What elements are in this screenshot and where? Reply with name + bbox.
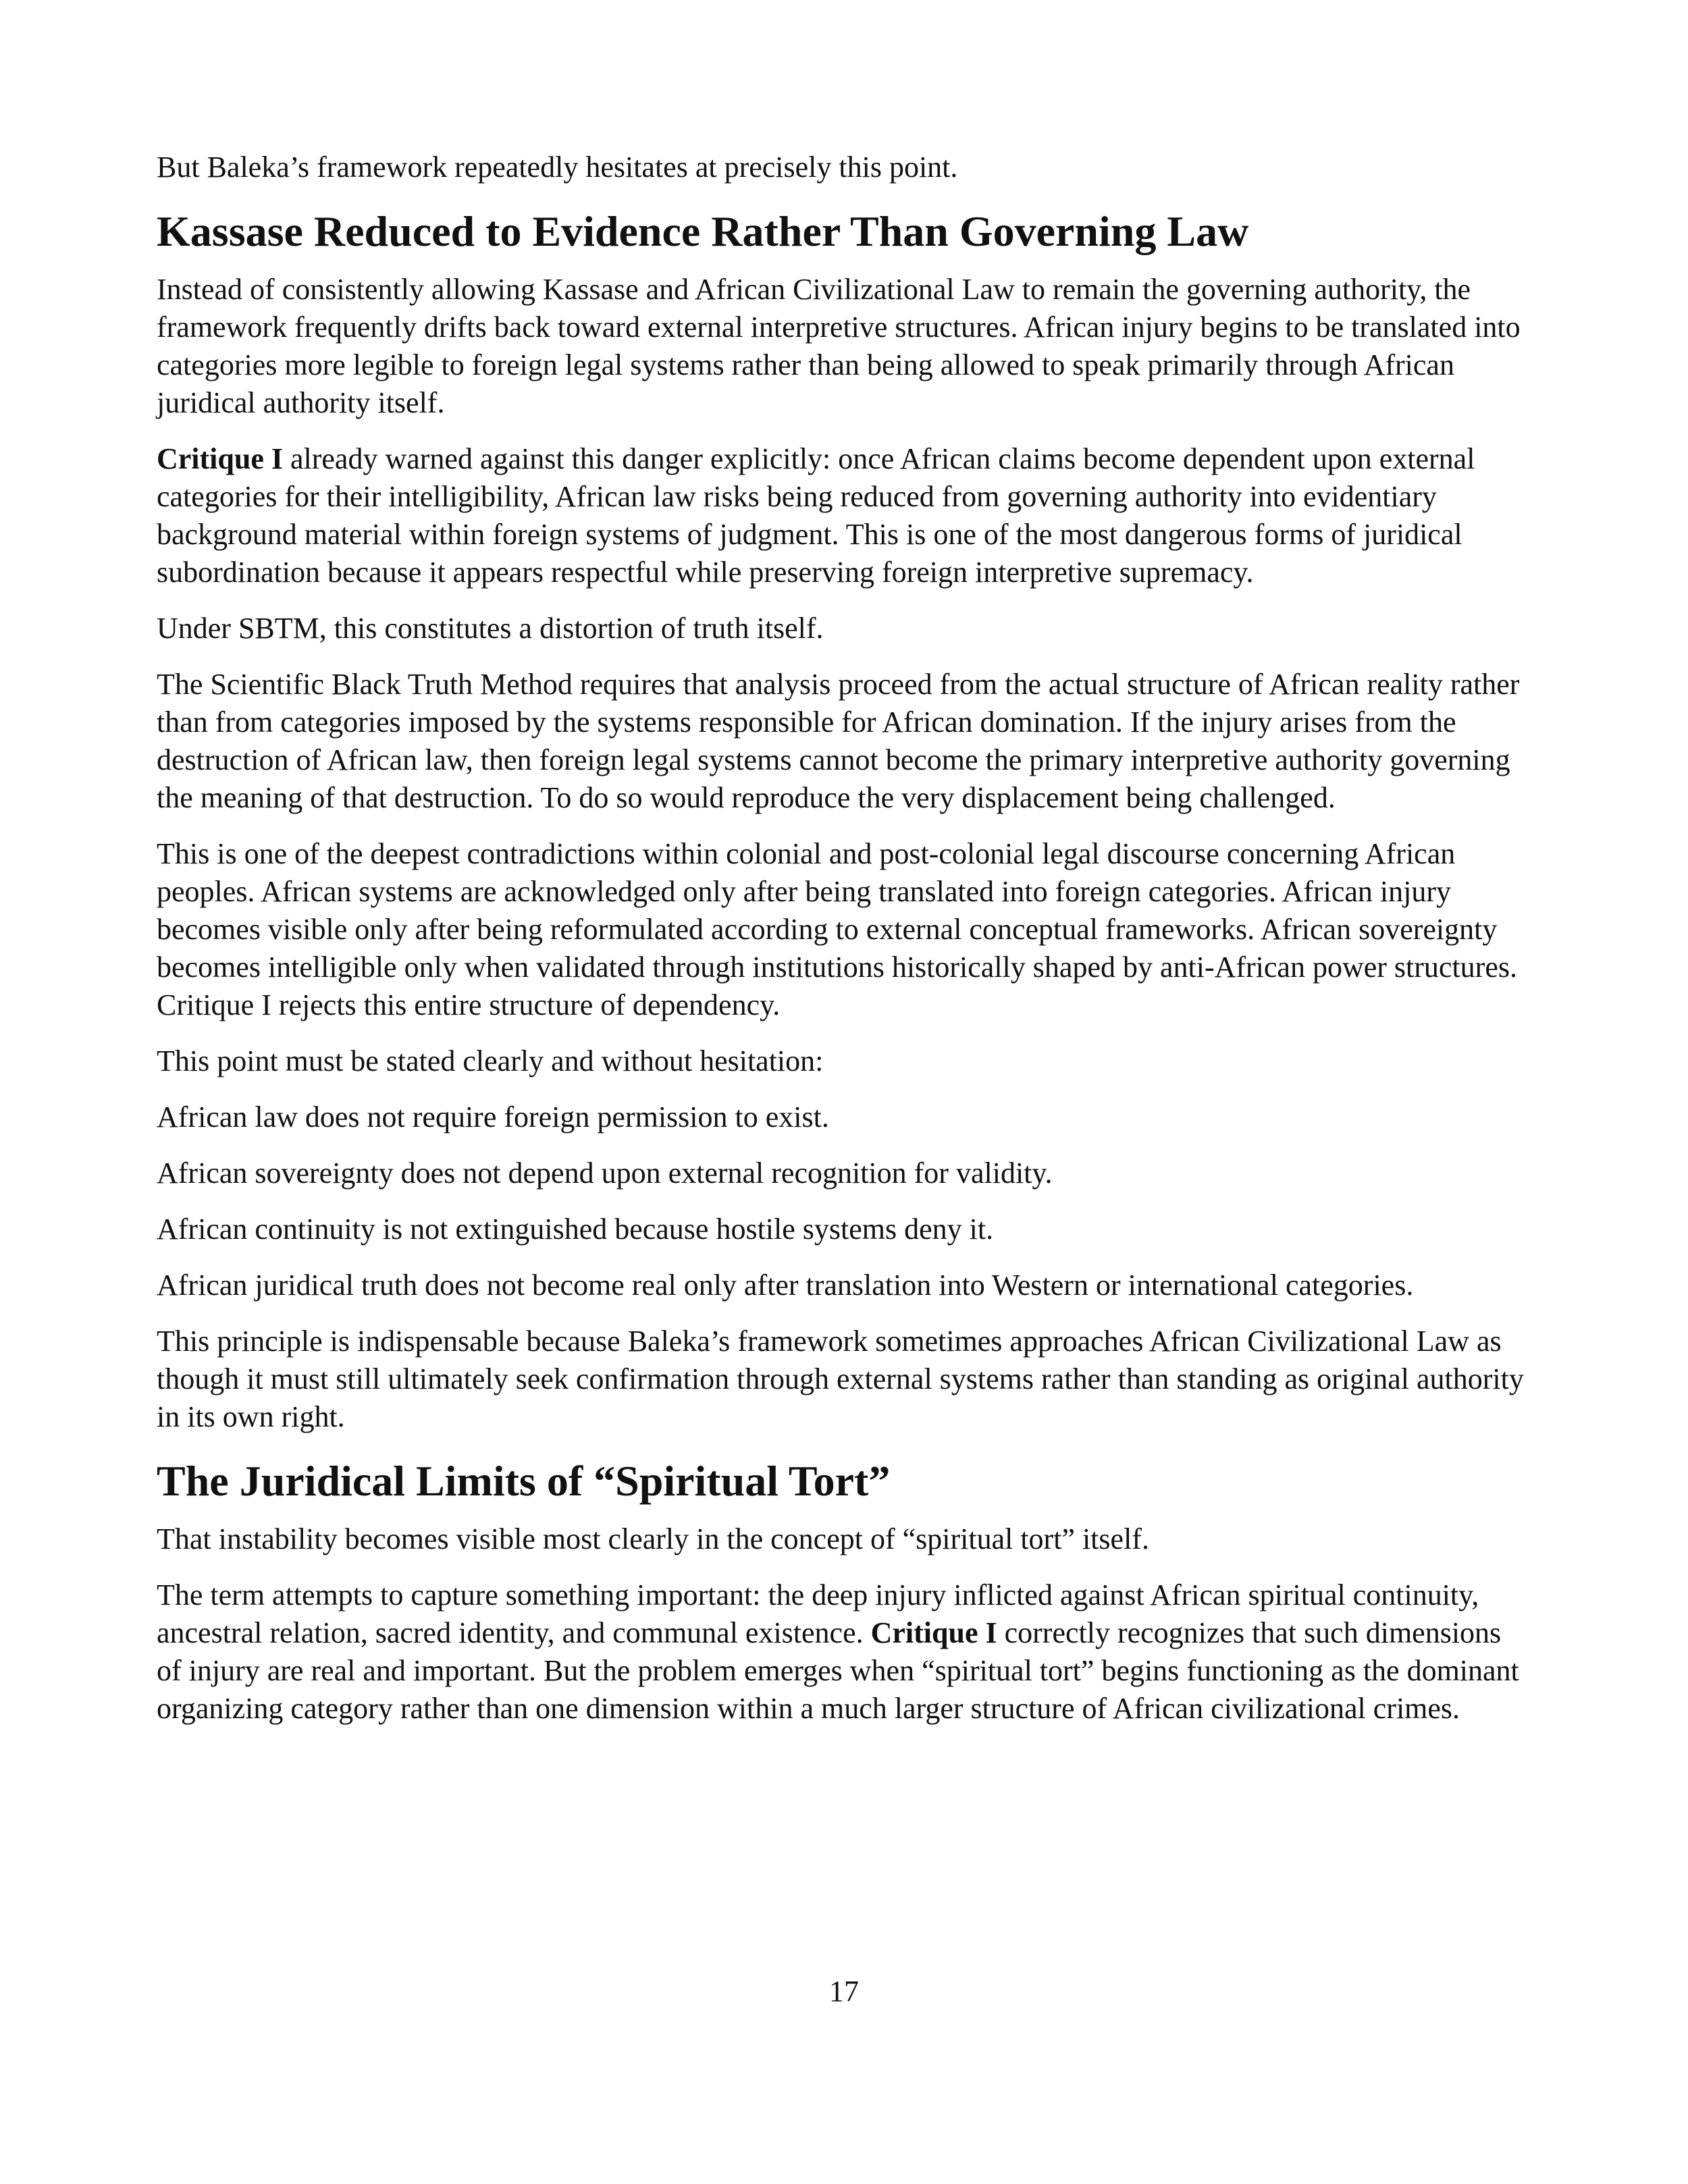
page-number: 17 (829, 1975, 859, 2008)
section-heading-spiritual-tort: The Juridical Limits of “Spiritual Tort” (157, 1457, 891, 1505)
statement-sovereignty: African sovereignty does not depend upon external recognition for validity. (157, 1156, 1053, 1190)
paragraph-sbtm: Under SBTM, this constitutes a distortion of truth itself. (157, 612, 824, 645)
term-text-start: The term attempts to capture something important: the deep injury inflicted against African spiritual continuity, ancestral relation, sacred identity, and communal existence. (157, 1578, 1479, 1649)
paragraph-stated-clearly: This point must be stated clearly and without hesitation: (157, 1044, 824, 1077)
paragraph-principle: This principle is indispensable because Baleka’s framework sometimes approaches African Civilizational Law as though it must still ultimately seek confirmation through external systems rather than standing as original authority in its own right. (157, 1325, 1524, 1433)
paragraph-contradictions: This is one of the deepest contradictions within colonial and post-colonial legal discourse concerning African peoples. African systems are acknowledged only after being translated into foreign categories. African injury becomes visible only after being reformulated according to external conceptual frameworks. African sovereignty becomes intelligible only when validated through institutions historically shaped by anti-African power structures. Critique I rejects this entire structure of dependency. (157, 837, 1517, 1021)
term-text-rest: correctly recognizes that such dimensions of injury are real and important. But the problem emerges when “spiritual tort” begins functioning as the dominant organizing category rather than one dimension within a much larger structure of African civilizational crimes. (157, 1616, 1519, 1725)
paragraph-term (157, 1576, 1527, 1728)
critique-label: Critique I (157, 442, 283, 475)
intro-paragraph: But Baleka’s framework repeatedly hesitates at precisely this point. (157, 151, 958, 184)
statement-law: African law does not require foreign permission to exist. (157, 1100, 829, 1134)
critique-warning-text: already warned against this danger explicitly: once African claims become dependent upon external categories for their intelligibility, African law risks being reduced from governing authority into evidentiary background material within foreign systems of judgment. This is one of the most dangerous forms of juridical subordination because it appears respectful while preserving foreign interpretive supremacy. (157, 442, 1475, 589)
statement-continuity: African continuity is not extinguished because hostile systems deny it. (157, 1213, 994, 1246)
section-heading-kassase: Kassase Reduced to Evidence Rather Than Governing Law (157, 207, 1249, 255)
paragraph-critique-warning (157, 440, 1527, 591)
critique-label-2: Critique I (870, 1616, 997, 1649)
paragraph-instability: That instability becomes visible most clearly in the concept of “spiritual tort” itself. (157, 1522, 1149, 1555)
paragraph-instead: Instead of consistently allowing Kassase and African Civilizational Law to remain the governing authority, the framework frequently drifts back toward external interpretive structures. African injury begins to be translated into categories more legible to foreign legal systems rather than being allowed to speak primarily through African juridical authority itself. (157, 273, 1521, 419)
paragraph-scientific-method: The Scientific Black Truth Method requires that analysis proceed from the actual structure of African reality rather than from categories imposed by the systems responsible for African domination. If the injury arises from the destruction of African law, then foreign legal systems cannot become the primary interpretive authority governing the meaning of that destruction. To do so would reproduce the very displacement being challenged. (157, 668, 1520, 814)
document-body (157, 149, 1527, 1746)
statement-juridical-truth: African juridical truth does not become real only after translation into Western or international categories. (157, 1269, 1414, 1302)
